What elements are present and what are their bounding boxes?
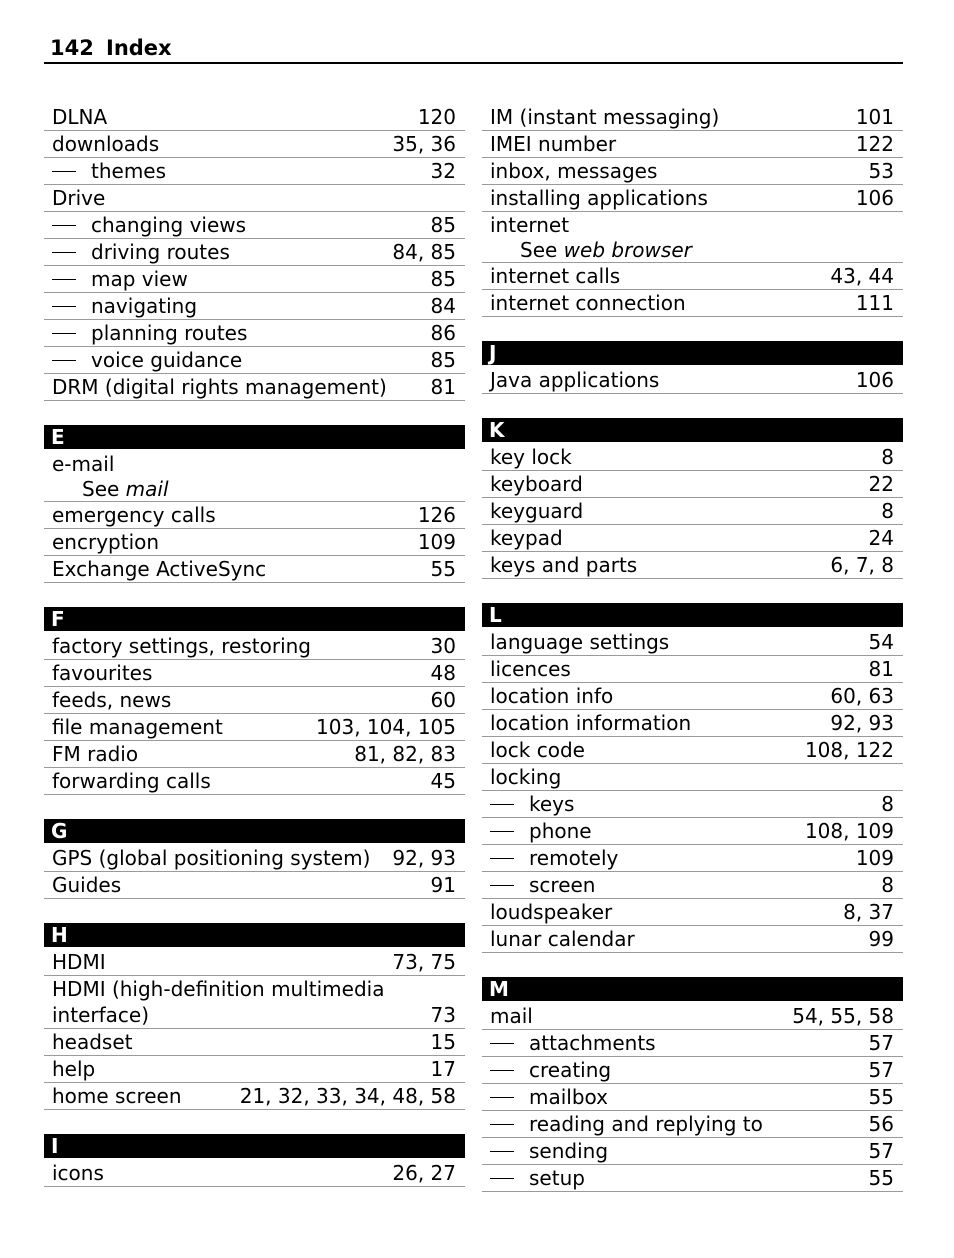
index-subentry (44, 293, 465, 320)
entry-pages: 17 (430, 1057, 456, 1081)
entry-pages: 55 (868, 1085, 894, 1109)
index-subentry (482, 1111, 903, 1138)
entry-term: home screen (52, 1084, 182, 1108)
entry-pages: 101 (855, 105, 894, 129)
entry-pages: 106 (855, 368, 894, 392)
index-entry (44, 872, 465, 899)
index-entry (44, 768, 465, 795)
entry-term: internet (490, 213, 570, 237)
em-dash-marker (52, 252, 76, 253)
entry-pages: 91 (430, 873, 456, 897)
entry-pages: 43, 44 (830, 264, 894, 288)
index-entry (482, 737, 903, 764)
index-entry (44, 1056, 465, 1083)
entry-pages: 99 (868, 927, 894, 951)
entry-term: DLNA (52, 105, 108, 129)
entry-pages: 8 (881, 792, 894, 816)
index-entry (482, 104, 903, 131)
index-entry (44, 131, 465, 158)
section-letter-k: K (482, 418, 903, 442)
entry-term: downloads (52, 132, 160, 156)
index-subentry (44, 320, 465, 347)
em-dash-marker (490, 804, 514, 805)
see-reference (482, 238, 903, 263)
entry-pages: 45 (430, 769, 456, 793)
entry-pages: 108, 122 (804, 738, 894, 762)
entry-pages: 8 (881, 445, 894, 469)
index-entry (44, 374, 465, 401)
entry-term: Guides (52, 873, 122, 897)
entry-pages: 92, 93 (392, 846, 456, 870)
index-entry (482, 444, 903, 471)
entry-pages: 106 (855, 186, 894, 210)
em-dash-marker (52, 360, 76, 361)
entry-term: FM radio (52, 742, 139, 766)
entry-term: headset (52, 1030, 133, 1054)
entry-term: Java applications (490, 368, 660, 392)
entry-pages: 35, 36 (392, 132, 456, 156)
entry-pages: 81, 82, 83 (354, 742, 456, 766)
entry-pages: 85 (430, 267, 456, 291)
entry-pages: 81 (430, 375, 456, 399)
entry-term: DRM (digital rights management) (52, 375, 387, 399)
entry-term: factory settings, restoring (52, 634, 311, 658)
em-dash-marker (490, 1070, 514, 1071)
entry-term: keypad (490, 526, 563, 550)
entry-term: mailbox (529, 1085, 609, 1109)
entry-term: location information (490, 711, 692, 735)
entry-pages: 48 (430, 661, 456, 685)
index-entry (482, 290, 903, 317)
entry-term: GPS (global positioning system) (52, 846, 371, 870)
index-subentry (482, 872, 903, 899)
entry-pages: 54, 55, 58 (792, 1004, 894, 1028)
index-entry (44, 185, 465, 212)
entry-term: HDMI (52, 950, 106, 974)
index-entry (482, 656, 903, 683)
page-title: Index (106, 36, 172, 60)
index-entry (482, 683, 903, 710)
em-dash-marker (490, 858, 514, 859)
entry-term: creating (529, 1058, 612, 1082)
entry-pages: 73, 75 (392, 950, 456, 974)
entry-pages: 26, 27 (392, 1161, 456, 1185)
index-subentry (44, 347, 465, 374)
see-target: mail (125, 477, 169, 501)
index-subentry (44, 212, 465, 239)
em-dash-marker (490, 1124, 514, 1125)
entry-term: lunar calendar (490, 927, 635, 951)
entry-term: attachments (529, 1031, 656, 1055)
entry-term: voice guidance (91, 348, 243, 372)
section-letter-i: I (44, 1134, 465, 1158)
entry-term: lock code (490, 738, 585, 762)
index-column-left (44, 104, 465, 1187)
entry-term: keyboard (490, 472, 583, 496)
section-letter-g: G (44, 819, 465, 843)
entry-term: map view (91, 267, 188, 291)
entry-term: driving routes (91, 240, 230, 264)
index-entry (44, 633, 465, 660)
index-entry (482, 899, 903, 926)
index-entry (44, 1083, 465, 1110)
entry-pages: 120 (417, 105, 456, 129)
see-reference (44, 477, 465, 502)
index-subentry (482, 791, 903, 818)
em-dash-marker (490, 1043, 514, 1044)
entry-pages: 55 (430, 557, 456, 581)
section-letter-e: E (44, 425, 465, 449)
entry-pages: 57 (868, 1031, 894, 1055)
entry-term: sending (529, 1139, 609, 1163)
section-letter-h: H (44, 923, 465, 947)
entry-term: planning routes (91, 321, 248, 345)
entry-term: forwarding calls (52, 769, 211, 793)
index-entry (44, 1029, 465, 1056)
index-subentry (482, 1057, 903, 1084)
entry-term: inbox, messages (490, 159, 658, 183)
entry-pages: 73 (430, 1003, 456, 1027)
index-entry (482, 552, 903, 579)
index-entry (44, 104, 465, 131)
entry-term: internet calls (490, 264, 621, 288)
index-entry (44, 976, 465, 1029)
see-target: web browser (563, 238, 692, 262)
index-subentry (482, 818, 903, 845)
entry-pages: 108, 109 (804, 819, 894, 843)
entry-term: icons (52, 1161, 104, 1185)
entry-pages: 126 (417, 503, 456, 527)
index-entry (482, 764, 903, 791)
index-entry (482, 1003, 903, 1030)
entry-pages: 53 (868, 159, 894, 183)
index-entry (44, 845, 465, 872)
entry-pages: 6, 7, 8 (830, 553, 894, 577)
entry-term: feeds, news (52, 688, 172, 712)
index-subentry (482, 1138, 903, 1165)
entry-term: emergency calls (52, 503, 216, 527)
entry-term: keys and parts (490, 553, 638, 577)
entry-term: help (52, 1057, 96, 1081)
entry-pages: 111 (855, 291, 894, 315)
entry-term: Drive (52, 186, 106, 210)
index-entry (482, 367, 903, 394)
index-entry (44, 1160, 465, 1187)
entry-term: favourites (52, 661, 153, 685)
em-dash-marker (490, 1178, 514, 1179)
page-number: 142 (50, 36, 94, 60)
index-entry (482, 471, 903, 498)
entry-term: mail (490, 1004, 533, 1028)
entry-pages: 109 (417, 530, 456, 554)
index-subentry (44, 158, 465, 185)
index-entry (482, 629, 903, 656)
entry-term: file management (52, 715, 223, 739)
entry-pages: 55 (868, 1166, 894, 1190)
entry-term: language settings (490, 630, 670, 654)
index-entry (44, 556, 465, 583)
entry-term: keyguard (490, 499, 584, 523)
index-entry (44, 502, 465, 529)
entry-term: location info (490, 684, 614, 708)
entry-pages: 109 (855, 846, 894, 870)
index-entry (44, 687, 465, 714)
section-letter-l: L (482, 603, 903, 627)
entry-pages: 85 (430, 213, 456, 237)
index-subentry (44, 239, 465, 266)
index-entry (44, 660, 465, 687)
entry-term: IM (instant messaging) (490, 105, 720, 129)
index-entry (482, 498, 903, 525)
entry-pages: 8 (881, 873, 894, 897)
index-entry (44, 529, 465, 556)
entry-pages: 86 (430, 321, 456, 345)
index-subentry (482, 1030, 903, 1057)
index-subentry (482, 1165, 903, 1192)
entry-pages: 103, 104, 105 (316, 715, 456, 739)
entry-term: changing views (91, 213, 247, 237)
entry-term: key lock (490, 445, 572, 469)
index-entry (482, 212, 903, 238)
entry-term: e-mail (52, 452, 115, 476)
index-entry (482, 131, 903, 158)
index-entry (44, 714, 465, 741)
em-dash-marker (490, 831, 514, 832)
index-entry (482, 158, 903, 185)
entry-term: themes (91, 159, 167, 183)
em-dash-marker (52, 279, 76, 280)
entry-term: locking (490, 765, 562, 789)
entry-pages: 8, 37 (843, 900, 894, 924)
entry-term: encryption (52, 530, 160, 554)
entry-term: Exchange ActiveSync (52, 557, 267, 581)
entry-pages: 81 (868, 657, 894, 681)
entry-pages: 32 (430, 159, 456, 183)
entry-pages: 21, 32, 33, 34, 48, 58 (239, 1084, 456, 1108)
entry-term: navigating (91, 294, 198, 318)
index-entry (44, 949, 465, 976)
entry-term: setup (529, 1166, 585, 1190)
entry-term: installing applications (490, 186, 708, 210)
em-dash-marker (490, 1097, 514, 1098)
see-prefix: See (82, 477, 120, 501)
index-column-right (482, 104, 903, 1192)
entry-term: keys (529, 792, 575, 816)
index-entry (482, 710, 903, 737)
entry-pages: 30 (430, 634, 456, 658)
entry-pages: 57 (868, 1139, 894, 1163)
em-dash-marker (490, 885, 514, 886)
entry-pages: 24 (868, 526, 894, 550)
entry-term: screen (529, 873, 596, 897)
entry-term: reading and replying to (529, 1112, 763, 1136)
entry-pages: 84 (430, 294, 456, 318)
index-entry (482, 525, 903, 552)
index-entry (44, 451, 465, 477)
entry-pages: 85 (430, 348, 456, 372)
index-entry (482, 926, 903, 953)
index-entry (482, 185, 903, 212)
entry-pages: 22 (868, 472, 894, 496)
entry-term: phone (529, 819, 592, 843)
entry-pages: 57 (868, 1058, 894, 1082)
section-letter-m: M (482, 977, 903, 1001)
em-dash-marker (490, 1151, 514, 1152)
entry-pages: 54 (868, 630, 894, 654)
entry-pages: 92, 93 (830, 711, 894, 735)
em-dash-marker (52, 333, 76, 334)
section-letter-j: J (482, 341, 903, 365)
see-prefix: See (520, 238, 558, 262)
em-dash-marker (52, 225, 76, 226)
entry-pages: 122 (855, 132, 894, 156)
entry-pages: 60, 63 (830, 684, 894, 708)
entry-pages: 60 (430, 688, 456, 712)
page-header (44, 34, 903, 64)
index-subentry (482, 1084, 903, 1111)
entry-term: remotely (529, 846, 619, 870)
em-dash-marker (52, 306, 76, 307)
index-entry (482, 263, 903, 290)
section-letter-f: F (44, 607, 465, 631)
entry-pages: 56 (868, 1112, 894, 1136)
entry-pages: 15 (430, 1030, 456, 1054)
entry-term: IMEI number (490, 132, 617, 156)
index-entry (44, 741, 465, 768)
index-subentry (482, 845, 903, 872)
entry-term: loudspeaker (490, 900, 613, 924)
entry-pages: 8 (881, 499, 894, 523)
index-subentry (44, 266, 465, 293)
entry-pages: 84, 85 (392, 240, 456, 264)
em-dash-marker (52, 171, 76, 172)
entry-term: HDMI (high-definition multimedia interface) (52, 977, 385, 1027)
entry-term: internet connection (490, 291, 686, 315)
entry-term: licences (490, 657, 571, 681)
